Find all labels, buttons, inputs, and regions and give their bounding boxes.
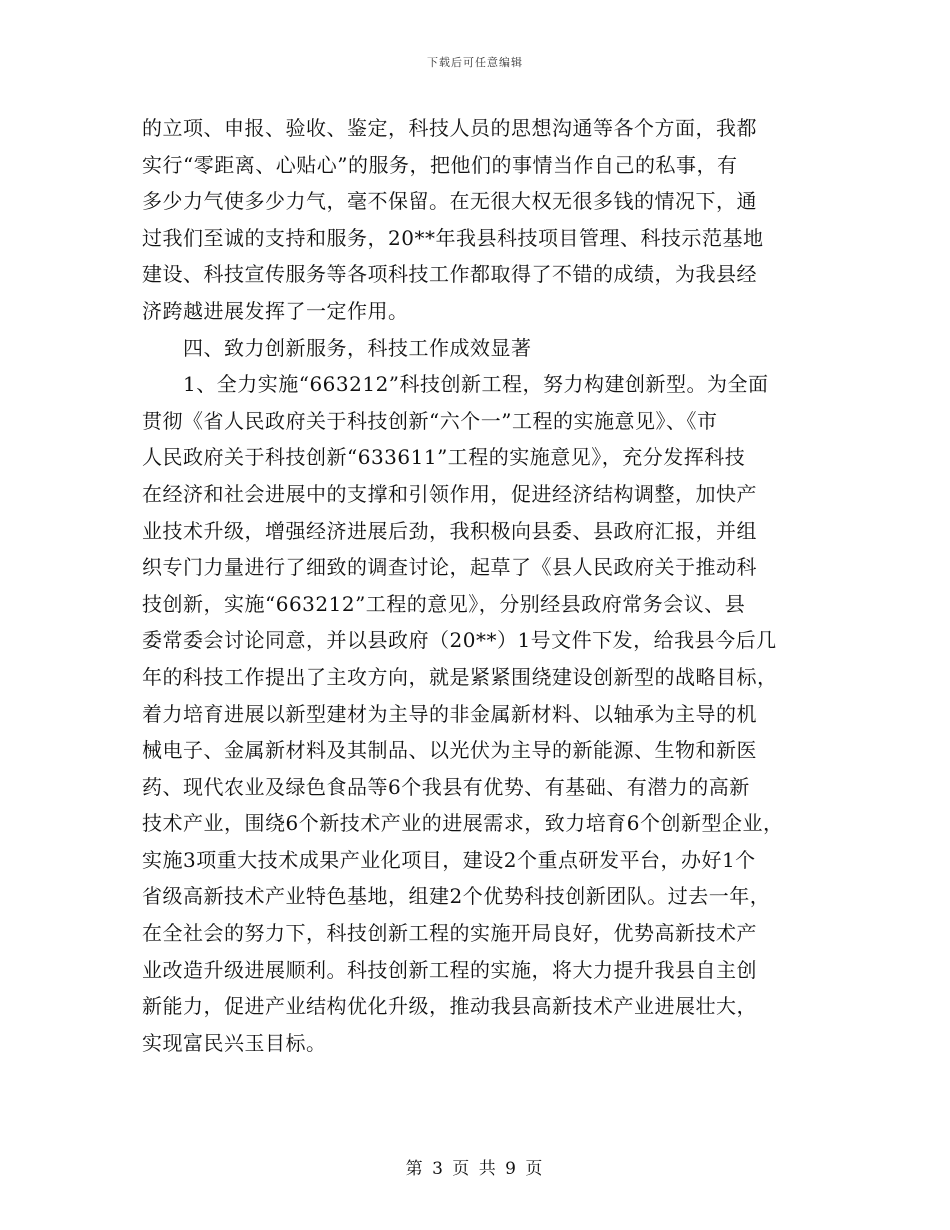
text-line: 的立项、申报、验收、鉴定，科技人员的思想沟通等各个方面，我都 [142, 116, 757, 140]
text-line: 委常委会讨论同意，并以县政府（20**）1号文件下发，给我县今后几 [142, 628, 777, 653]
text-line: 业技术升级，增强经济进展后劲，我积极向县委、县政府汇报，并组 [142, 518, 757, 543]
text-line: 药、现代农业及绿色食品等6个我县有优势、有基础、有潜力的高新 [142, 774, 750, 799]
text-line: 在经济和社会进展中的支撑和引领作用，促进经济结构调整，加快产 [142, 481, 757, 506]
text-line: 人民政府关于科技创新“633611”工程的实施意见》，充分发挥科技 [142, 445, 746, 470]
text-line: 过我们至诚的支持和服务，20**年我县科技项目管理、科技示范基地 [142, 225, 764, 250]
text-line: 业改造升级进展顺利。科技创新工程的实施，将大力提升我县自主创 [142, 957, 757, 982]
text-line: 年的科技工作提出了主攻方向，就是紧紧围绕建设创新型的战略目标， [142, 664, 778, 689]
text-line: 济跨越进展发挥了一定作用。 [142, 298, 409, 323]
text-line: 多少力气使多少力气，毫不保留。在无很大权无很多钱的情况下，通 [142, 189, 757, 214]
page-header: 下载后可任意编辑 [427, 56, 523, 69]
text-line: 实施3项重大技术成果产业化项目，建设2个重点研发平台，办好1个 [142, 847, 756, 872]
text-line: 械电子、金属新材料及其制品、以光伏为主导的新能源、生物和新医 [142, 738, 757, 763]
text-line: 在全社会的努力下，科技创新工程的实施开局良好，优势高新技术产 [142, 921, 757, 946]
text-line: 1、全力实施“663212”科技创新工程，努力构建创新型。为全面 [183, 372, 769, 397]
text-line: 技术产业，围绕6个新技术产业的进展需求，致力培育6个创新型企业， [142, 811, 784, 836]
text-line: 贯彻《省人民政府关于科技创新“六个一”工程的实施意见》、《市 [142, 408, 718, 433]
document-body [142, 110, 827, 1061]
text-line: 四、致力创新服务，科技工作成效显著 [183, 335, 532, 360]
page-footer: 第 3 页 共 9 页 [405, 1159, 545, 1179]
text-line: 新能力，促进产业结构优化升级，推动我县高新技术产业进展壮大， [142, 994, 757, 1019]
text-line: 实行“零距离、心贴心”的服务，把他们的事情当作自己的私事，有 [142, 152, 738, 177]
text-line: 着力培育进展以新型建材为主导的非金属新材料、以轴承为主导的机 [142, 701, 757, 726]
text-line: 省级高新技术产业特色基地，组建2个优势科技创新团队。过去一年， [142, 884, 771, 909]
text-line: 技创新，实施“663212”工程的意见》，分别经县政府常务会议、县 [142, 591, 746, 616]
text-line: 实现富民兴玉目标。 [142, 1030, 327, 1055]
text-line: 建设、科技宣传服务等各项科技工作都取得了不错的成绩，为我县经 [142, 262, 757, 287]
text-line: 织专门力量进行了细致的调查讨论，起草了《县人民政府关于推动科 [142, 555, 757, 580]
